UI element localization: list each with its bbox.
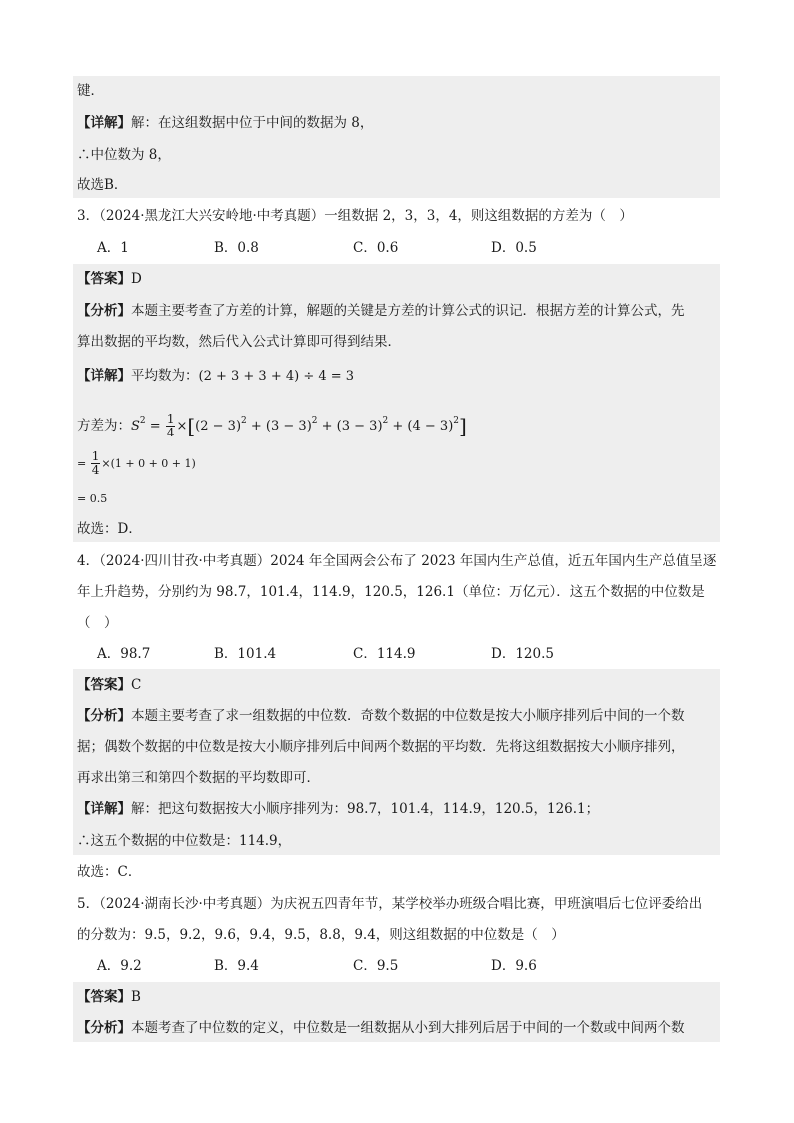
detail-line: ∴这五个数据的中位数是：114.9，	[77, 833, 292, 849]
analysis-line: 再求出第三和第四个数据的平均数即可．	[77, 770, 320, 786]
option-b: B．101.4	[214, 646, 277, 662]
conclusion-line: 故选：C．	[77, 864, 142, 880]
analysis-text: 本题主要考查了求一组数据的中位数．奇数个数据的中位数是按大小顺序排列后中间的一个数	[131, 708, 685, 724]
detail-line	[77, 800, 717, 818]
step-result: = 0.5	[77, 492, 108, 505]
analysis-tag: 【分析】	[77, 708, 131, 724]
term-2-sup: 2	[311, 416, 318, 426]
option-b: B．0.8	[214, 240, 259, 256]
step-prefix: =	[77, 457, 90, 470]
detail-tag: 【详解】	[77, 368, 131, 384]
option-b: B．9.4	[214, 958, 259, 974]
variance-label: 方差为：	[77, 418, 131, 434]
answer-tag: 【答案】	[77, 677, 131, 693]
step-line	[77, 489, 717, 507]
variance-symbol: S	[131, 419, 140, 434]
detail-tag: 【详解】	[77, 801, 131, 817]
right-bracket: ]	[459, 414, 467, 436]
fraction-denominator: 4	[91, 463, 100, 477]
text-line: ∴中位数为 8，	[77, 147, 171, 163]
option-d: D．9.6	[491, 958, 537, 974]
detail-tag: 【详解】	[77, 115, 131, 131]
option-d: D．120.5	[491, 646, 554, 662]
fraction	[91, 450, 101, 477]
term-4-sup: 2	[453, 416, 459, 426]
answer-value: B	[131, 989, 141, 1005]
conclusion-line: 故选：D．	[77, 521, 142, 537]
solution-block-q4	[73, 669, 720, 855]
analysis-text: 本题考查了中位数的定义，中位数是一组数据从小到大排列后居于中间的一个数或中间两个数	[131, 1020, 685, 1036]
times-sign: ×	[176, 419, 188, 434]
option-d: D．0.5	[491, 240, 537, 256]
answer-tag: 【答案】	[77, 271, 131, 287]
question-4-stem: 年上升趋势，分别约为 98.7，101.4，114.9，120.5，126.1（单位：万亿元）．这五个数据的中位数是	[77, 584, 705, 600]
analysis-text: 本题主要考查了方差的计算，解题的关键是方差的计算公式的识记．根据方差的计算公式，先	[131, 303, 685, 319]
answer-value: C	[131, 677, 142, 693]
question-4-stem: （ ）	[77, 615, 118, 631]
mean-expression: (2 + 3 + 3 + 4) ÷ 4 = 3	[198, 369, 355, 384]
question-3-stem: 3．（2024·黑龙江大兴安岭地·中考真题）一组数据 2，3，3，4，则这组数据的方差为（ ）	[77, 208, 633, 224]
analysis-tag: 【分析】	[77, 303, 131, 319]
fraction-numerator: 1	[91, 449, 100, 463]
analysis-line: 据；偶数个数据的中位数是按大小顺序排列后中间两个数据的平均数．先将这组数据按大小顺序排列，	[77, 739, 685, 755]
variance-line	[77, 406, 717, 436]
term-4: (4 − 3)	[407, 419, 454, 434]
detail-text: 解：把这句数据按大小顺序排列为：98.7，101.4，114.9，120.5，126.1；	[131, 801, 600, 817]
detail-text: 解：在这组数据中位于中间的数据为 8，	[131, 115, 374, 131]
answer-value: D	[131, 271, 142, 287]
left-bracket: [	[187, 414, 196, 436]
step-line	[77, 448, 717, 478]
analysis-tag: 【分析】	[77, 1020, 131, 1036]
question-5-stem: 5．（2024·湖南长沙·中考真题）为庆祝五四青年节，某学校举办班级合唱比赛，甲班演唱后七位评委给出	[77, 896, 703, 912]
term-3-sup: 2	[382, 416, 389, 426]
option-c: C．0.6	[353, 240, 399, 256]
fraction-denominator: 4	[166, 426, 175, 436]
option-a: A．98.7	[97, 646, 151, 662]
option-a: A．9.2	[97, 958, 142, 974]
term-2: (3 − 3)	[265, 419, 312, 434]
term-1: (2 − 3)	[195, 419, 242, 434]
answer-tag: 【答案】	[77, 989, 131, 1005]
term-3: (3 − 3)	[336, 419, 383, 434]
option-c: C．9.5	[353, 958, 399, 974]
detail-line	[77, 114, 717, 132]
option-a: A．1	[97, 240, 129, 256]
step-expression: ×(1 + 0 + 0 + 1)	[101, 457, 196, 470]
text-line: 键．	[77, 83, 104, 99]
equals-sign: =	[145, 419, 165, 434]
question-4-stem: 4．（2024·四川甘孜·中考真题）2024 年全国两会公布了 2023 年国内生产总值，近五年国内生产总值呈逐	[77, 553, 717, 569]
conclusion-line: 故选B．	[77, 177, 128, 193]
analysis-line	[77, 302, 717, 320]
analysis-line	[77, 707, 717, 725]
plus-sign: +	[246, 419, 266, 434]
answer-line	[77, 270, 717, 288]
fraction-numerator: 1	[166, 412, 175, 426]
fraction	[166, 413, 176, 436]
plus-sign: +	[388, 419, 408, 434]
plus-sign: +	[317, 419, 337, 434]
analysis-line: 算出数据的平均数，然后代入公式计算即可得到结果．	[77, 334, 401, 350]
question-5-stem: 的分数为：9.5，9.2，9.6，9.4，9.5，8.8，9.4，则这组数据的中位数是（ ）	[77, 927, 565, 943]
answer-line	[77, 676, 717, 694]
detail-line	[77, 367, 717, 385]
option-c: C．114.9	[353, 646, 416, 662]
term-1-sup: 2	[241, 416, 247, 426]
detail-label: 平均数为：	[131, 368, 199, 384]
analysis-line	[77, 1019, 717, 1037]
variance-sup: 2	[139, 416, 146, 426]
answer-line	[77, 988, 717, 1006]
